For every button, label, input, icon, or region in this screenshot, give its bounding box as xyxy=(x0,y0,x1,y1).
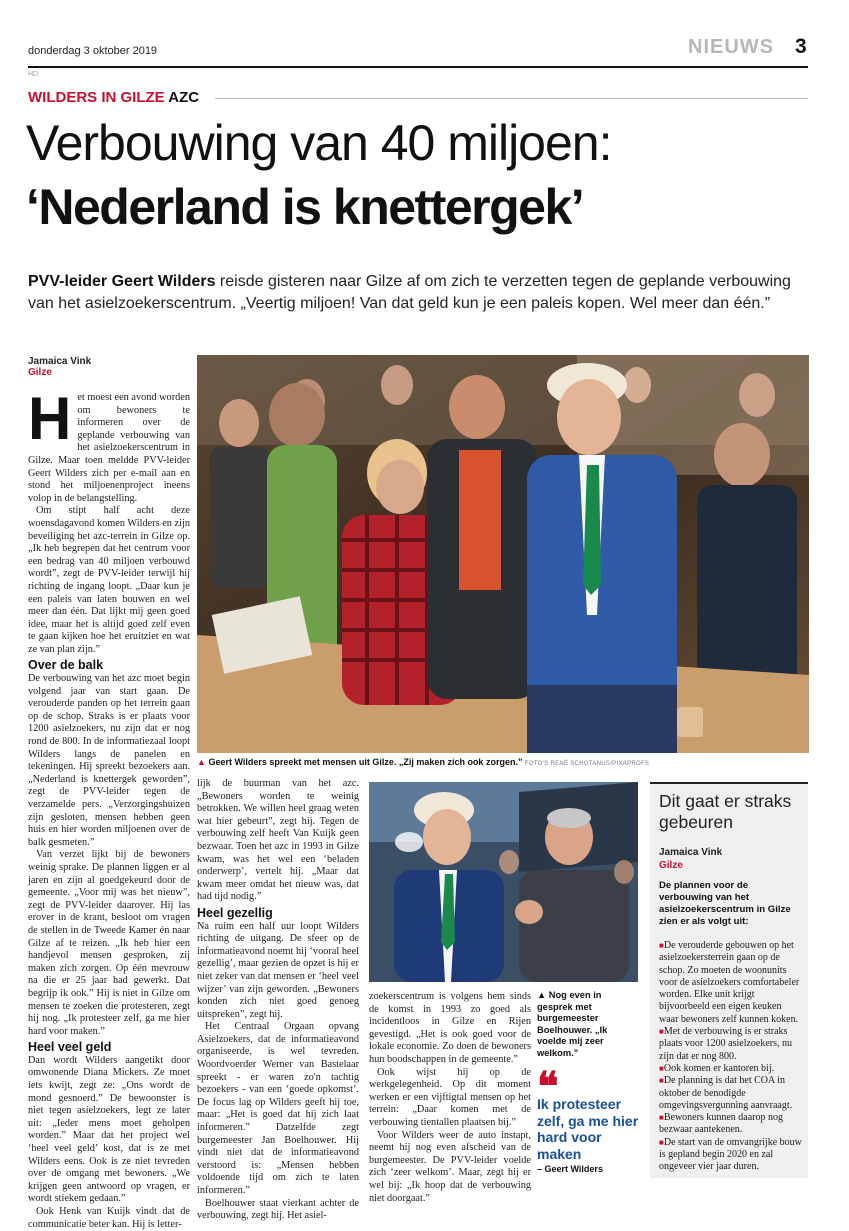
paragraph: De verbouwing van het azc moet begin volgend jaar van start gaan. De verouderde panden op het terrein gaan op de schop. Straks is er plaats voor 1200 asielzoekers, nu zijn dat er nog rond de 800. In de informatiezaal loopt Wilders langs de panelen en tekeningen. Hij spreekt bezoekers aan. „Nederland is knettergek geworden”, zegt de PVV-leider tegen de verzamelde pers. „Verzorgingshuizen zijn gesloten, mensen hebben geen huis en hier worden miljoenen over de balk gesmeten.” xyxy=(28,673,190,848)
paragraph: Het Centraal Orgaan opvang Asielzoekers, dat de informatieavond organiseerde, is wel tevreden. Woordvoerder Werner van Bastelaar spreekt - er waren zo'n tachtig bezoekers - van een ‘goede opkomst’. De focus lag op Wilders geeft hij toe, maar: „Het is goed dat hij zich laat informeren.” Datzelfde zegt burgemeester Jan Boelhouwer. Hij vindt niet dat de informatieavond verstoord is: „Mensen hebben voldoende tijd om zich te laten informeren.” xyxy=(197,1021,359,1196)
paragraph: Boelhouwer staat vierkant achter de verbouwing, zegt hij. Het asiel- xyxy=(197,1197,359,1222)
photo-burgemeester-illustration xyxy=(369,782,638,982)
subheading-heel-veel-geld: Heel veel geld xyxy=(28,1040,112,1055)
article-intro xyxy=(28,271,808,315)
byline xyxy=(28,356,91,378)
kicker-rule xyxy=(215,98,808,99)
second-photo-caption: ▲ Nog even in gesprek met burgemeester Boelhouwer. „Ik voelde mij zeer welkom.” xyxy=(537,990,608,1058)
main-photo xyxy=(197,355,809,753)
paragraph: Van verzet lijkt bij de bewoners weinig sprake. De plannen liggen er al jaren en zijn al goedgekeurd door de gemeente. „Voor mij was het nieuw”, zegt de PVV-leider daarover. Hij las erover in de krant, besloot om vragen de stellen in de Tweede Kamer én naar Gilze af te reizen. „Ik heb hier een handjevol mensen gesproken, zij maken zich zorgen. Op één mevrouw na die er 25 jaar had gewerkt. Dat begrijp ik ook.” Hij is niet in Gilze om mensen te zoeken die protesteren, zegt hij nog. „Ik protesteer zelf, ga me hier hard voor maken.” xyxy=(28,849,190,1037)
photo-credit: FOTO'S RENÉ SCHOTANUS/PIXAPROFS xyxy=(524,761,650,767)
intro-text: reisde gisteren naar Gilze af om zich te verzetten tegen de geplande verbouwing van het asielzoekerscentrum. „Veertig miljoen! Van dat geld kun je een paleis kopen. Wel meer dan één.” xyxy=(28,273,791,312)
photo-crowd-illustration xyxy=(197,355,809,753)
issue-date: donderdag 3 oktober 2019 xyxy=(28,45,158,57)
subheading-heel-gezellig: Heel gezellig xyxy=(197,905,273,920)
main-photo-caption xyxy=(197,757,809,767)
paragraph: Ook Henk van Kuijk vindt dat de communicatie beter kan. Hij is letter- xyxy=(28,1206,190,1230)
paragraph: Ook wijst hij op de werkgelegenheid. Op dit moment werken er een vijftigtal mensen op het terrein: „Daar komen met de verbouwing tientallen plaatsen bij.” xyxy=(369,1066,531,1128)
paragraph: Dan wordt Wilders aangetikt door omwonende Diana Mickers. Ze moet iets kwijt, zegt ze: „Ons wordt de mond gesnoerd.” De bewoonster is niet tegen asielzoekers, legt ze later uit: „Ieder mens moet geholpen worden.” Maar dat het project wel ‘heel veel geld’ kost, dat is ze met Wilders eens. Ook is ze niet tevreden over de omgang met bewoners. „We krijgen geen antwoord op vragen, er wordt stiekem gedaan.” xyxy=(28,1054,190,1205)
second-photo xyxy=(369,782,638,982)
headline-line-2: ‘Nederland is knettergek’ xyxy=(26,179,584,235)
page-number: 3 xyxy=(795,35,807,58)
sidebar-author: Jamaica Vink xyxy=(659,847,723,858)
caption-quote: „Zij maken zich ook zorgen.” xyxy=(396,757,523,767)
sidebar-intro: De plannen voor de verbouwing van het asielzoekerscentrum in Gilze zien er als volgt uit: xyxy=(659,880,791,927)
paragraph: Om stipt half acht deze woensdagavond komen Wilders en zijn beveiliging het azc-terrein in Gilze op. „Ik heb begrepen dat het centrum voor een bedrag van 40 miljoen verbouwd wordt”, zegt de PVV-leider terwijl hij richting de ingang loopt. „Daar kun je een paleis van laten bouwen en wel meer dan één. Dat lijkt mij geen goed idee, maar het is altijd goed zelf even te gaan kijken hoe het eruitziet en wat ze van plan zijn.” xyxy=(28,505,190,655)
pull-quote-attribution: – Geert Wilders xyxy=(537,1164,603,1174)
list-item: ■ Bewoners kunnen daarop nog bezwaar aantekenen. xyxy=(659,1112,802,1137)
list-item: ■ Ook komen er kantoren bij. xyxy=(659,1063,802,1075)
drop-cap: H xyxy=(28,385,72,452)
byline-place: Gilze xyxy=(28,367,52,378)
subheading-over-de-balk: Over de balk xyxy=(28,658,104,673)
headline-line-1: Verbouwing van 40 miljoen: xyxy=(26,115,612,171)
article-kicker xyxy=(28,89,199,106)
caption-marker: ▲ xyxy=(197,757,206,767)
kicker-topic: WILDERS IN GILZE xyxy=(28,89,165,106)
paragraph: zoekerscentrum is volgens hem sinds de komst in 1993 zo goed als incidentloos in Gilze en Rijen gevestigd. „Het is ook goed voor de lokale economie. Zo doen de bewoners hun boodschappen in de gemeente.” xyxy=(369,991,531,1065)
masthead-rule xyxy=(28,66,808,68)
paragraph: lijk de buurman van het azc. „Bewoners worden te weinig betrokken. We willen heel graag weten wat hier gebeurt”, zegt hij. Tegen de verbouwing zelf heeft Van Kuijk geen bezwaar. Toen het azc in 1993 in Gilze kwam, was het wel een ‘beladen onderwerp’, vertelt hij. „Maar dat kwam meer omdat het nieuw was, dat had tijd nodig.” xyxy=(197,778,359,903)
article-column-1 xyxy=(28,385,191,1230)
byline-author: Jamaica Vink xyxy=(28,356,92,367)
intro-lead: PVV-leider Geert Wilders xyxy=(28,273,216,290)
section-label: NIEUWS xyxy=(688,36,774,58)
list-item: ■ De verouderde gebouwen op het asielzoekersterrein gaan op de schop. Zo moeten de woonunits voor de asielzoekers comfortabeler worden. Elke unit krijgt bijvoorbeeld een eigen keuken waar bewoners zelf kunnen koken. xyxy=(659,940,802,1026)
list-item: ■ De planning is dat het COA in oktober de benodigde omgevingsvergunning aanvraagt. xyxy=(659,1075,802,1112)
list-item: ■ De start van de omvangrijke bouw is gepland begin 2020 en zal ongeveer vier jaar duren. xyxy=(659,1137,802,1174)
list-item: ■ Met de verbouwing is er straks plaats voor 1200 asielzoekers, nu zijn dat er nog 800. xyxy=(659,1026,802,1063)
pull-quote: Ik protesteer zelf, ga me hier hard voor maken xyxy=(537,1096,639,1162)
article-column-3 xyxy=(369,991,531,1204)
kicker-subject: AZC xyxy=(168,89,200,106)
paragraph: et moest een avond worden om bewoners te informeren over de geplande verbouwing van het asielzoekerscentrum in Gilze. Maar toen meldde PVV-leider Geert Wilders zich per e-mail aan en stond het miljoenenproject ineens volop in de belangstelling. xyxy=(28,392,191,504)
edition-mark: HD xyxy=(28,71,39,78)
sidebar-place: Gilze xyxy=(659,860,683,871)
paragraph: Na ruim een half uur loopt Wilders richting de uitgang. De sfeer op de informatieavond noemt hij ‘vooral heel gezellig’, maar gezien de opzet is hij er niet zeker van dat mensen er ‘heel veel wijzer’ van zijn geworden. „Bewoners konden zich niet goed genoeg uitspreken”, zegt hij. xyxy=(197,920,359,1020)
sidebar-list xyxy=(659,940,802,1174)
quote-icon: ❝ xyxy=(537,1065,559,1109)
sidebar-title: Dit gaat er straks gebeuren xyxy=(659,791,792,832)
paragraph: Voor Wilders weer de auto instapt, neemt hij nog even afscheid van de burgemeester. De PVV-leider voelde zich ‘zeer welkom’. Maar, zegt hij er wel bij: „Ik hoop dat de verbouwing niet doorgaat.” xyxy=(369,1129,531,1204)
article-column-2 xyxy=(197,778,359,1222)
caption-bold: Geert Wilders spreekt met mensen uit Gilze. xyxy=(208,757,397,767)
